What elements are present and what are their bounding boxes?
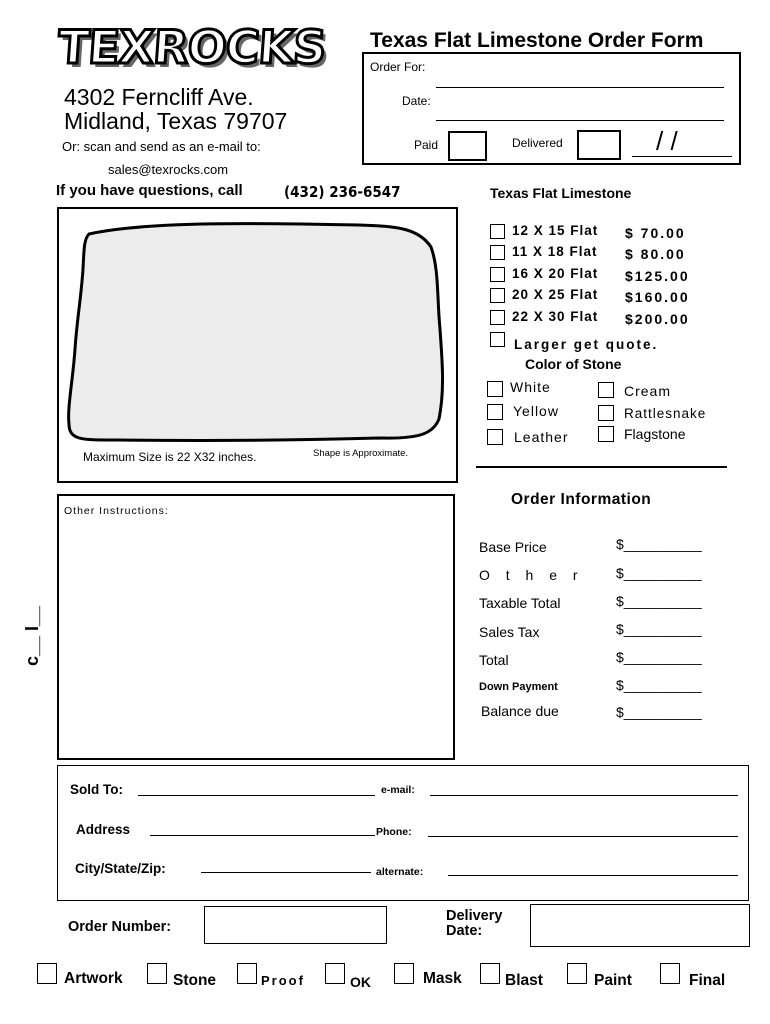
sold-to-label: Sold To:: [70, 782, 123, 797]
date-slashes: / /: [656, 126, 678, 156]
order-number-label: Order Number:: [68, 919, 172, 935]
stage-paint-label: Paint: [594, 972, 632, 989]
questions-text: If you have questions, call: [56, 182, 243, 199]
down-payment-field[interactable]: $__________: [616, 677, 702, 693]
max-size-text: Maximum Size is 22 X32 inches.: [83, 450, 257, 464]
base-price-field[interactable]: $__________: [616, 536, 702, 552]
base-price-label: Base Price: [479, 539, 547, 555]
color-heading: Color of Stone: [525, 356, 622, 372]
city-state-zip-field[interactable]: [201, 872, 371, 873]
stage-blast-checkbox[interactable]: [480, 963, 500, 984]
phone-field[interactable]: [428, 836, 738, 837]
paid-label: Paid: [414, 138, 439, 152]
stage-mask-label: Mask: [423, 970, 462, 987]
size-11x18-label: 11 X 18 Flat: [512, 244, 598, 259]
date-label: Date:: [402, 94, 431, 108]
section-divider: [476, 466, 727, 468]
total-field[interactable]: $__________: [616, 649, 702, 665]
color-leather-checkbox[interactable]: [487, 429, 503, 445]
shape-approx-text: Shape is Approximate.: [313, 448, 409, 459]
color-flagstone-label: Flagstone: [624, 426, 686, 442]
texrocks-logo: TEXROCKS: [56, 20, 328, 74]
color-white-label: White: [510, 379, 551, 395]
stone-shape-box: [57, 207, 458, 483]
delivered-checkbox[interactable]: [577, 130, 621, 160]
larger-quote-checkbox[interactable]: [490, 332, 505, 347]
stage-stone-label: Stone: [173, 972, 217, 989]
size-12x15-price: $ 70.00: [625, 225, 686, 241]
customer-box: [57, 765, 749, 901]
color-rattlesnake-checkbox[interactable]: [598, 405, 614, 421]
size-12x15-checkbox[interactable]: [490, 224, 505, 239]
color-yellow-checkbox[interactable]: [487, 404, 503, 420]
email-label: e-mail:: [381, 784, 415, 796]
size-22x30-price: $200.00: [625, 311, 690, 327]
stage-paint-checkbox[interactable]: [567, 963, 587, 984]
size-11x18-checkbox[interactable]: [490, 245, 505, 260]
size-20x25-price: $160.00: [625, 289, 690, 305]
color-white-checkbox[interactable]: [487, 381, 503, 397]
order-info-heading: Order Information: [511, 491, 652, 508]
form-title: Texas Flat Limestone Order Form: [370, 29, 704, 52]
address-line-2: Midland, Texas 79707: [64, 108, 288, 134]
color-cream-label: Cream: [624, 383, 672, 399]
stage-artwork-label: Artwork: [64, 970, 123, 987]
delivery-date-label-1: Delivery: [446, 908, 503, 924]
total-label: Total: [479, 652, 509, 668]
date-field[interactable]: [436, 120, 724, 121]
sales-tax-label: Sales Tax: [479, 624, 540, 640]
address-field[interactable]: [150, 835, 375, 836]
sales-email: sales@texrocks.com: [108, 162, 229, 177]
phone-label: Phone:: [376, 826, 412, 838]
size-11x18-price: $ 80.00: [625, 246, 686, 262]
order-number-field[interactable]: [204, 906, 387, 944]
order-box: [362, 52, 741, 165]
balance-due-label: Balance due: [481, 703, 559, 719]
stage-final-checkbox[interactable]: [660, 963, 680, 984]
phone-number: (432) 236-6547: [284, 183, 401, 201]
address-line-1: 4302 Ferncliff Ave.: [64, 84, 254, 110]
products-heading: Texas Flat Limestone: [490, 185, 632, 201]
color-yellow-label: Yellow: [513, 403, 559, 419]
balance-due-field[interactable]: $__________: [616, 704, 702, 720]
down-payment-label: Down Payment: [479, 681, 558, 693]
sold-to-field[interactable]: [138, 795, 375, 796]
taxable-total-field[interactable]: $__________: [616, 593, 702, 609]
delivered-date-field[interactable]: [632, 156, 732, 157]
alternate-label: alternate:: [376, 866, 424, 878]
instructions-label: Other Instructions:: [64, 505, 169, 517]
color-flagstone-checkbox[interactable]: [598, 426, 614, 442]
stage-stone-checkbox[interactable]: [147, 963, 167, 984]
stage-blast-label: Blast: [505, 972, 543, 989]
size-22x30-label: 22 X 30 Flat: [512, 309, 599, 324]
size-16x20-price: $125.00: [625, 268, 690, 284]
alternate-field[interactable]: [448, 875, 738, 876]
size-16x20-label: 16 X 20 Flat: [512, 266, 599, 281]
address-label: Address: [76, 822, 131, 837]
scan-note: Or: scan and send as an e-mail to:: [62, 139, 261, 154]
delivery-date-field[interactable]: [530, 904, 750, 947]
other-label: O t h e r: [479, 567, 584, 583]
size-12x15-label: 12 X 15 Flat: [512, 223, 599, 238]
other-field[interactable]: $__________: [616, 565, 702, 581]
stage-proof-checkbox[interactable]: [237, 963, 257, 984]
stage-mask-checkbox[interactable]: [394, 963, 414, 984]
stone-shape-outline: [59, 209, 456, 481]
size-20x25-label: 20 X 25 Flat: [512, 287, 599, 302]
delivered-label: Delivered: [512, 136, 563, 150]
stage-ok-label: OK: [350, 974, 371, 990]
paid-checkbox[interactable]: [448, 131, 487, 161]
taxable-total-label: Taxable Total: [479, 595, 561, 611]
size-16x20-checkbox[interactable]: [490, 267, 505, 282]
stage-proof-label: Proof: [261, 973, 305, 988]
stage-ok-checkbox[interactable]: [325, 963, 345, 984]
color-leather-label: Leather: [514, 429, 569, 445]
order-for-label: Order For:: [370, 60, 426, 74]
color-rattlesnake-label: Rattlesnake: [624, 406, 707, 421]
city-state-zip-label: City/State/Zip:: [75, 861, 166, 876]
size-22x30-checkbox[interactable]: [490, 310, 505, 325]
order-for-field[interactable]: [436, 87, 724, 88]
side-mark: c__ I__: [22, 605, 42, 666]
size-20x25-checkbox[interactable]: [490, 288, 505, 303]
instructions-box[interactable]: [57, 494, 455, 760]
larger-quote-label: Larger get quote.: [514, 337, 659, 352]
stage-artwork-checkbox[interactable]: [37, 963, 57, 984]
color-cream-checkbox[interactable]: [598, 382, 614, 398]
stage-final-label: Final: [689, 972, 726, 989]
sales-tax-field[interactable]: $__________: [616, 621, 702, 637]
email-field[interactable]: [430, 795, 738, 796]
delivery-date-label-2: Date:: [446, 923, 483, 939]
